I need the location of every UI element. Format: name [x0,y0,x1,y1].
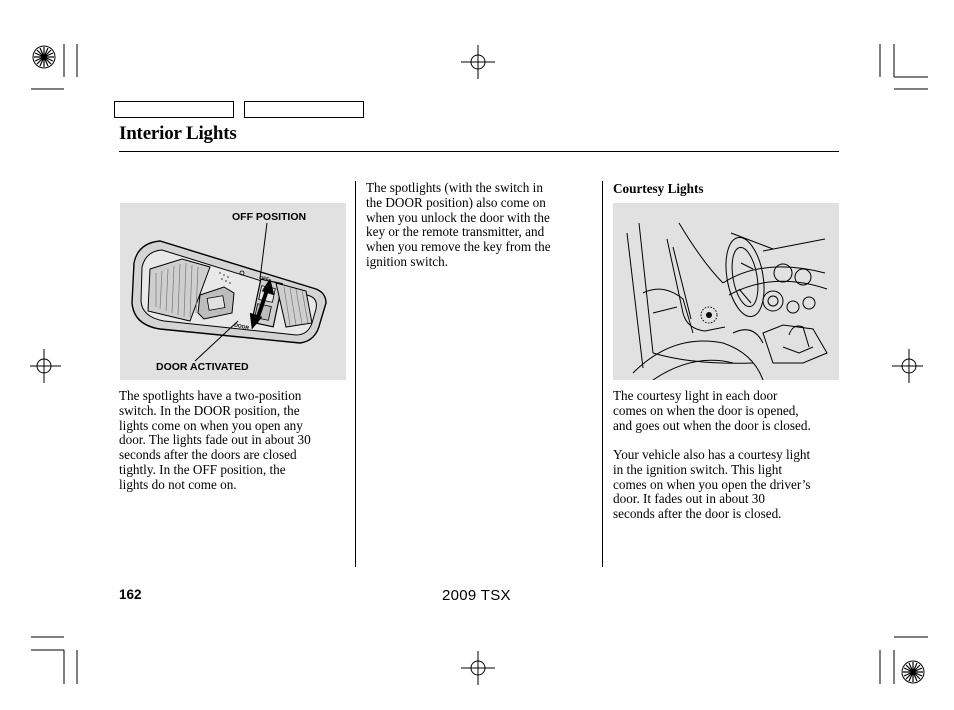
page-title: Interior Lights [119,123,237,144]
courtesy-lights-heading: Courtesy Lights [613,181,704,196]
registration-crosshair-icon [461,651,495,685]
car-interior-illustration [613,203,839,380]
right-paragraph-2 [613,448,811,522]
header-tab-left [114,101,234,118]
sunburst-registration-icon [33,46,55,68]
text-line: when you unlock the door with the [366,209,550,225]
text-line: the DOOR position) also come on [366,194,546,210]
header-tab-right [244,101,364,118]
text-line: door. It fades out in about 30 [613,491,765,507]
text-line: door. The lights fade out in about 30 [119,432,311,448]
crop-mark-icon [31,637,77,684]
text-line: The courtesy light in each door [613,388,778,403]
text-line: ignition switch. [366,253,449,269]
switch-off-mark: OFF [258,275,270,283]
text-line: The spotlights have a two-position [119,388,302,403]
text-line: lights come on when you open any [119,417,303,433]
door-activated-callout: DOOR ACTIVATED [156,361,249,373]
page-number: 162 [119,587,142,602]
middle-paragraph [366,181,551,270]
spotlight-switch-figure [120,203,346,380]
text-line: Your vehicle also has a courtesy light [613,447,811,462]
registration-crosshair-icon [892,349,923,383]
overhead-console-illustration [120,203,346,380]
model-footer: 2009 TSX [442,587,511,604]
text-line: tightly. In the OFF position, the [119,461,286,477]
crop-mark-icon [880,44,928,89]
sunburst-registration-icon [902,661,924,683]
text-line: key or the remote transmitter, and [366,224,545,240]
text-line: lights do not come on. [119,476,237,492]
registration-crosshair-icon [30,349,61,383]
registration-crosshair-icon [461,45,495,79]
text-line: seconds after the door is closed. [613,506,782,522]
left-paragraph [119,389,311,493]
text-line: in the ignition switch. This light [613,461,782,477]
column-divider-1 [355,181,356,567]
text-line: comes on when you open the driver’s [613,476,811,492]
text-line: seconds after the doors are closed [119,447,297,463]
switch-door-mark: DOOR [233,322,250,332]
right-paragraph-1 [613,389,811,433]
text-line: and goes out when the door is closed. [613,417,811,433]
text-line: comes on when the door is opened, [613,402,799,418]
text-line: when you remove the key from the [366,239,551,255]
column-divider-2 [602,181,603,567]
text-line: The spotlights (with the switch in [366,180,543,195]
off-position-callout: OFF POSITION [232,211,307,223]
text-line: switch. In the DOOR position, the [119,402,300,418]
title-rule [119,151,839,152]
courtesy-light-figure [613,203,839,380]
